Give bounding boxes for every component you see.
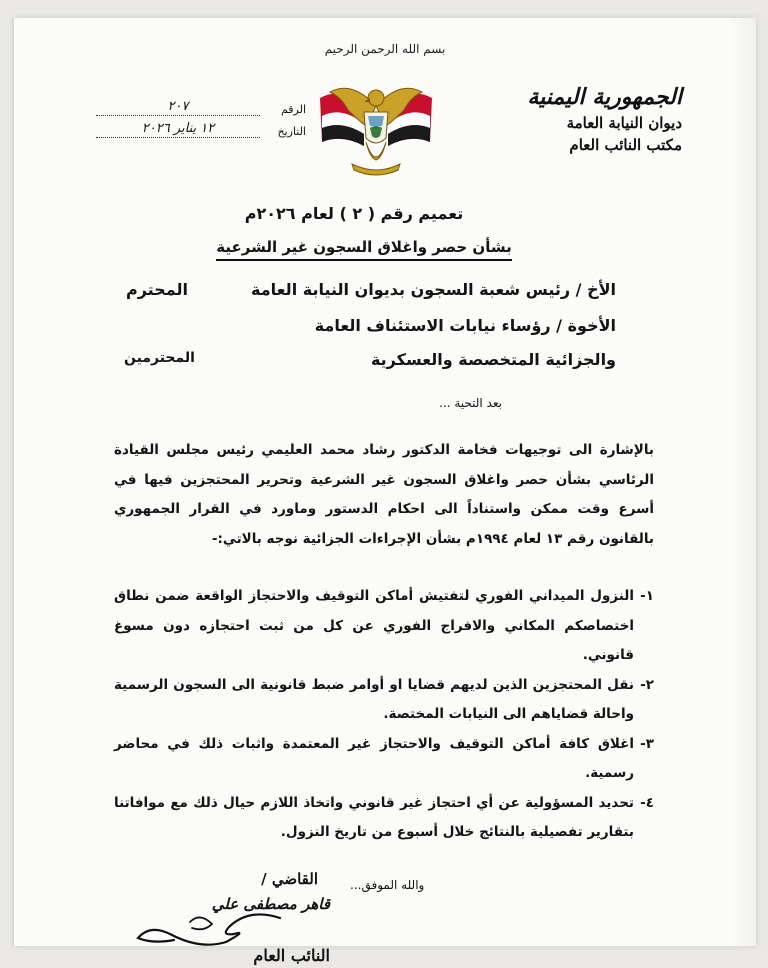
list-item [114,730,654,789]
item-number: ٤- [640,794,654,811]
signer-title: القاضي / [261,870,318,888]
circular-subject [204,238,524,256]
org-country: الجمهورية اليمنية [527,84,682,110]
list-item [114,671,654,730]
body-paragraph [114,436,654,554]
addressee-line-3: والجزائية المتخصصة والعسكرية [370,350,616,369]
list-item [114,789,654,848]
issuing-organization [452,82,682,156]
signer-position: النائب العام [253,946,330,965]
addressee-honorific-2: المحترمين [124,350,195,366]
document-page [14,18,756,965]
subject-text: بشأن حصر واغلاق السجون غير الشرعية [216,238,511,261]
item-number: ٣- [640,735,654,752]
signer-name: قاهر مصطفى علي [211,895,330,913]
closing-phrase: والله الموفق... [350,878,425,892]
list-item [114,582,654,671]
circular-title: تعميم رقم ( ٢ ) لعام ٢٠٢٦م [244,204,464,223]
handwritten-signature-icon [130,904,290,954]
basmala: بسم الله الرحمن الرحيم [324,42,446,56]
date-value: ١٢ يناير ٢٠٢٦ [96,121,260,138]
reference-block [96,94,306,138]
item-number: ١- [640,588,654,604]
item-text: النزول الميداني الفوري لتفتيش أماكن التوقيف والاحتجاز الواقعة ضمن نطاق اختصاصكم المكاني والافراج الفوري عن كل من ثبت احتجازه دون مسوغ قانوني. [114,588,634,663]
org-office: ديوان النيابة العامة [566,114,682,132]
greeting: بعد التحية ... [439,396,502,410]
yemen-eagle-emblem-icon [312,76,440,178]
item-number: ٢- [640,676,654,693]
item-text: تحديد المسؤولية عن أي احتجاز غير قانوني واتخاذ اللازم حيال ذلك مع موافاتنا بتقارير تفصيلية بالنتائج خلال أسبوع من تاريخ النزول. [114,794,634,840]
org-department: مكتب النائب العام [569,136,682,154]
item-text: اغلاق كافة أماكن التوقيف والاحتجاز غير المعتمدة واثبات ذلك في محاضر رسمية. [114,735,634,781]
body-text: بالإشارة الى توجيهات فخامة الدكتور رشاد محمد العليمي رئيس مجلس القيادة الرئاسي بشأن حصر واغلاق السجون غير الشرعية وتحرير المحتجزين فيها في أسرع وقت ممكن واستناداً الى احكام الدستور وماورد في القرار الجمهوري بالقانون رقم ١٣ لعام ١٩٩٤م بشأن الإجراءات الجزائية نوجه بالاتي:- [114,442,654,547]
addressee-line-2: الأخوة / رؤساء نيابات الاستئناف العامة [314,316,616,335]
number-value: ٢٠٧ [96,99,260,116]
addressee-line-1: الأخ / رئيس شعبة السجون بديوان النيابة العامة [251,280,616,299]
date-label: التاريخ [277,125,306,138]
directive-list [114,582,654,848]
item-text: نقل المحتجزين الذين لديهم قضايا او أوامر ضبط قانونية الى السجون الرسمية واحالة قضاياهم الى النيابات المختصة. [114,676,634,722]
number-label: الرقم [280,103,306,116]
addressee-honorific-1: المحترم [126,280,188,299]
